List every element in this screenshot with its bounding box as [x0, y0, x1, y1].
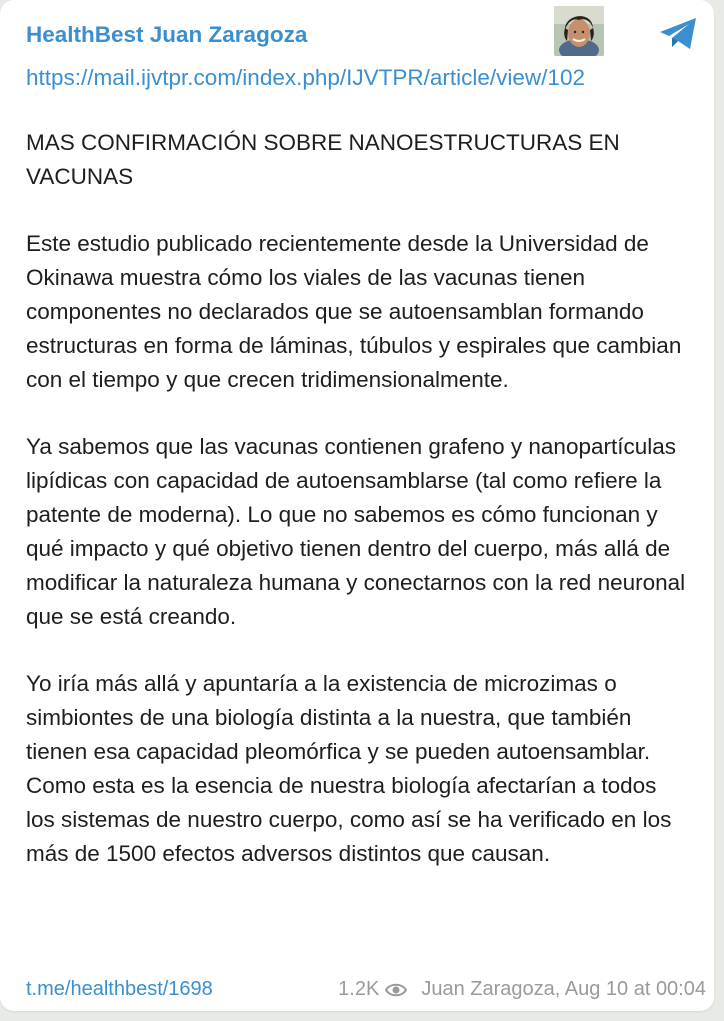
message-footer — [26, 975, 706, 1003]
post-paragraph-3: Yo iría más allá y apuntaría a la existencia de microzimas o simbiontes de una biología distinta a la nuestra, que también tienen esa capacidad pleomórfica y se pueden autoensamblar. Como esta es la esencia de nuestra biología afectarían a todos los sistemas de nuestro cuerpo, como así se ha verificado en los más de 1500 efectos adversos distintos que causan. — [26, 671, 672, 866]
post-paragraph-1: Este estudio publicado recientemente desde la Universidad de Okinawa muestra cómo los viales de las vacunas tienen componentes no declarados que se autoensamblan formando estructuras en forma de láminas, túbulos y espirales que cambian con el tiempo y que crecen tridimensionalmente. — [26, 231, 682, 392]
message-header — [26, 16, 688, 56]
author-avatar[interactable] — [554, 6, 604, 56]
channel-name[interactable]: HealthBest Juan Zaragoza — [26, 22, 308, 47]
post-headline: MAS CONFIRMACIÓN SOBRE NANOESTRUCTURAS EN VACUNAS — [26, 130, 620, 189]
article-link[interactable]: https://mail.ijvtpr.com/index.php/IJVTPR/article/view/102 — [26, 65, 585, 90]
avatar-icon — [554, 6, 604, 56]
view-count: 1.2K — [338, 978, 380, 1000]
post-permalink[interactable]: t.me/healthbest/1698 — [26, 978, 213, 1000]
author-date: Juan Zaragoza, Aug 10 at 00:04 — [421, 978, 706, 1000]
eye-icon — [385, 982, 407, 998]
telegram-icon[interactable] — [658, 16, 698, 52]
post-paragraph-2: Ya sabemos que las vacunas contienen grafeno y nanopartículas lipídicas con capacidad de autoensamblarse (tal como refiere la patente de moderna). Lo que no sabemos es cómo funcionan y qué impacto y qué objetivo tienen dentro del cuerpo, más allá de modificar la naturaleza humana y conectarnos con la red neuronal que se está creando. — [26, 434, 686, 629]
message-meta — [338, 975, 706, 1003]
